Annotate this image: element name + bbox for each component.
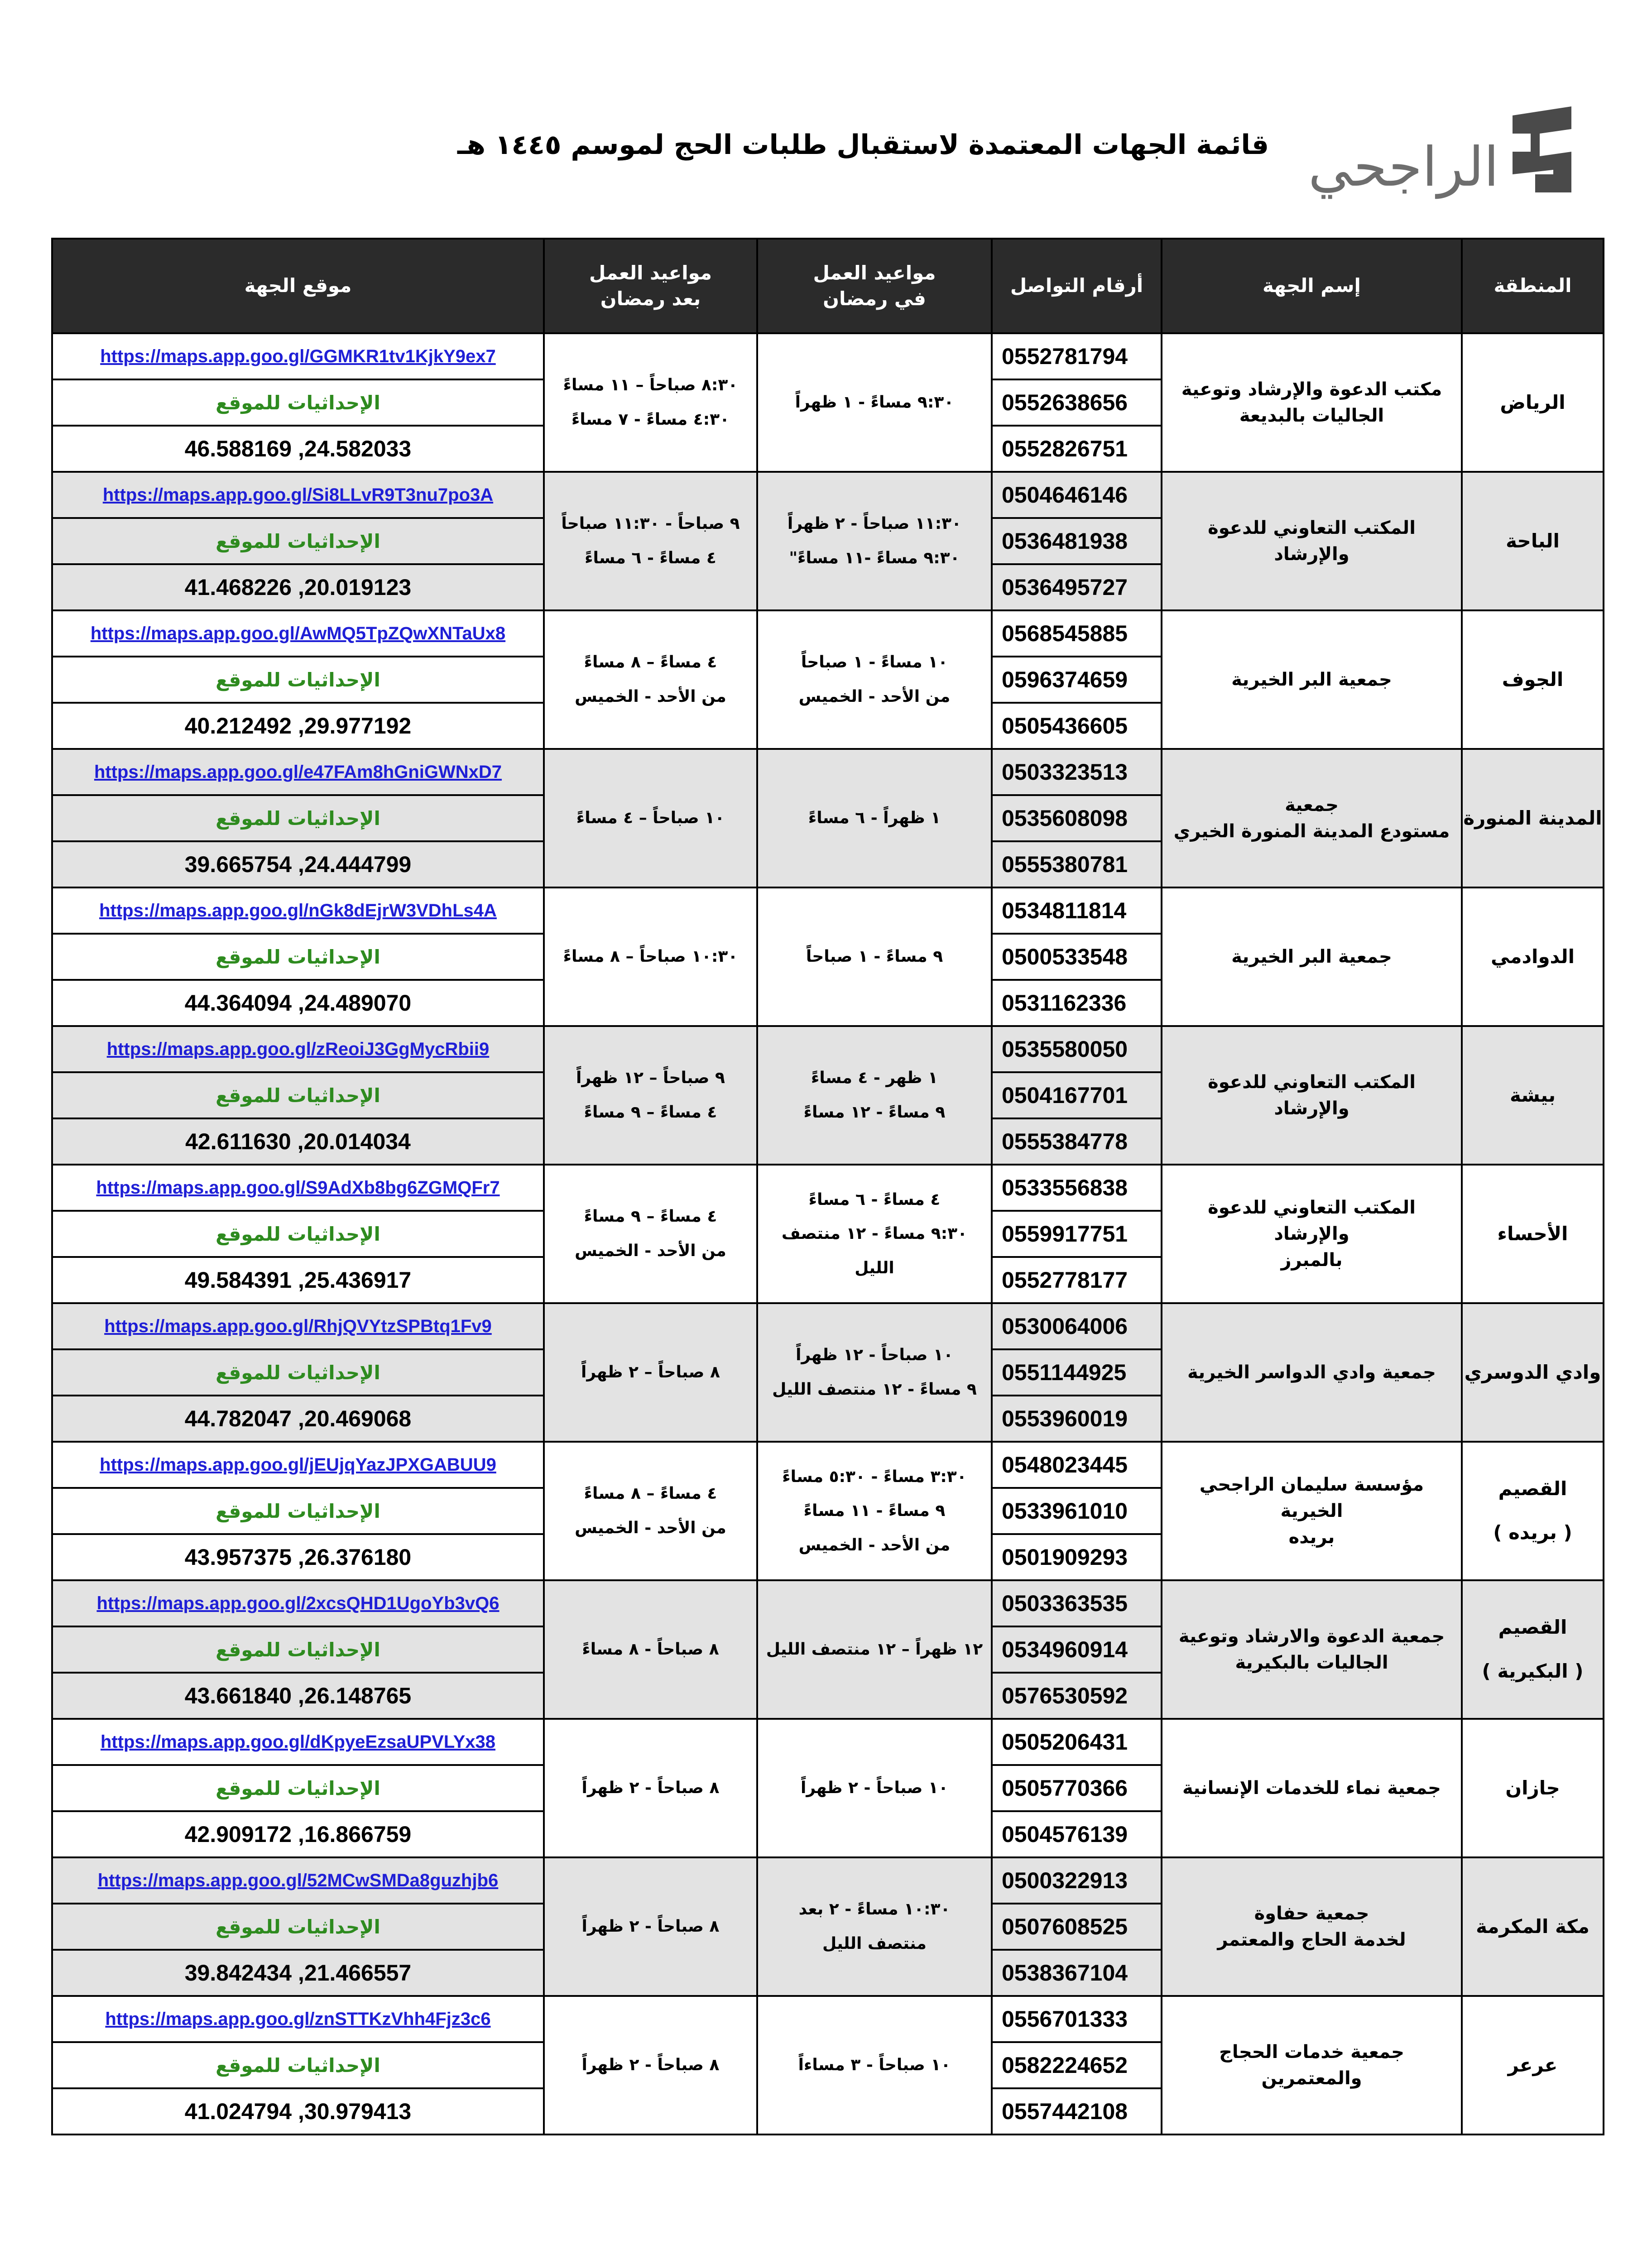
entities-table [51,238,1604,2135]
location-cell [52,1349,544,1396]
phone-number[interactable]: 0504167701 [992,1072,1162,1118]
cell-line: من الأحد - الخميس [575,1242,726,1260]
table-row [52,1026,1604,1072]
cell-line: جمعية البر الخيرية [1231,946,1392,967]
maps-link[interactable]: https://maps.app.goo.gl/RhjQVYtzSPBtq1Fv9 [104,1316,492,1336]
after-ramadan-hours-cell [544,1719,757,1857]
phone-number[interactable]: 0536495727 [992,564,1162,610]
phone-number[interactable]: 0505206431 [992,1719,1162,1765]
entity-name-cell [1162,333,1462,472]
coordinates-label: الإحداثيات للموقع [216,945,380,968]
location-cell [52,1950,544,1996]
location-cell [52,1396,544,1442]
cell-line: ١٠:٣٠ صباحاً – ٨ مساءً [563,947,738,966]
location-cell[interactable] [52,1026,544,1072]
maps-link[interactable]: https://maps.app.goo.gl/Si8LLvR9T3nu7po3A [102,484,494,505]
location-cell [52,1811,544,1857]
phone-number[interactable]: 0555384778 [992,1118,1162,1165]
cell-line: ٨ صباحاً - ٢ ظهراً [581,2056,720,2075]
coordinates-value: 20.019123, 41.468226 [184,575,412,600]
phone-number[interactable]: 0500322913 [992,1857,1162,1904]
maps-link[interactable]: https://maps.app.goo.gl/GGMKR1tv1KjkY9ex7 [100,346,496,366]
coordinates-label: الإحداثيات للموقع [216,2054,380,2077]
after-ramadan-hours-cell [544,887,757,1026]
coordinates-value: 24.582033, 46.588169 [184,436,412,461]
location-cell[interactable] [52,333,544,379]
location-cell[interactable] [52,1165,544,1211]
coordinates-label: الإحداثيات للموقع [216,1084,380,1107]
location-cell[interactable] [52,1303,544,1349]
after-ramadan-hours-cell [544,333,757,472]
table-row [52,887,1604,934]
cell-line: ٤ مساءً – ٩ مساءً [584,1103,717,1122]
phone-number[interactable]: 0533556838 [992,1165,1162,1211]
ramadan-hours-cell [757,1996,992,2134]
region-cell [1462,1580,1604,1719]
location-cell [52,1118,544,1165]
maps-link[interactable]: https://maps.app.goo.gl/S9AdXb8bg6ZGMQFr7 [96,1177,500,1198]
header-location: موقع الجهة [52,239,544,333]
entity-name-cell [1162,1996,1462,2134]
region-cell [1462,610,1604,749]
location-cell [52,1211,544,1257]
table-row [52,1996,1604,2042]
cell-line: ٩ صباحاً - ١١:٣٠ صباحاً [561,514,740,533]
table-row [52,1303,1604,1349]
cell-line: ٩ مساءً - ١٢ مساءً [803,1103,946,1122]
entity-name-cell [1162,1165,1462,1303]
location-cell [52,426,544,472]
after-ramadan-hours-cell [544,1580,757,1719]
region-line: الدوادمي [1491,945,1575,968]
cell-line: من الأحد - الخميس [798,1535,951,1554]
location-cell [52,1534,544,1580]
maps-link[interactable]: https://maps.app.goo.gl/dKpyeEzsaUPVLYx38 [100,1732,496,1752]
entity-name-cell [1162,1857,1462,1996]
location-cell [52,934,544,980]
phone-number[interactable]: 0507608525 [992,1904,1162,1950]
coordinates-value: 20.469068, 44.782047 [184,1406,412,1431]
entity-name-cell [1162,610,1462,749]
cell-line: من الأحد - الخميس [575,687,726,706]
location-cell[interactable] [52,1580,544,1626]
phone-number[interactable]: 0533961010 [992,1488,1162,1534]
cell-line: من الأحد - الخميس [575,1519,726,1537]
maps-link[interactable]: https://maps.app.goo.gl/AwMQ5TpZQwXNTaUx8 [90,623,506,643]
cell-line: الليل [855,1258,894,1277]
location-cell [52,1072,544,1118]
coordinates-label: الإحداثيات للموقع [216,1500,380,1522]
location-cell [52,1257,544,1303]
header-region: المنطقة [1462,239,1604,333]
entity-name-cell [1162,749,1462,887]
phone-number[interactable]: 0559917751 [992,1211,1162,1257]
phone-number[interactable]: 0505436605 [992,703,1162,749]
location-cell [52,1904,544,1950]
ramadan-hours-cell [757,1580,992,1719]
ramadan-hours-cell [757,1303,992,1442]
cell-line: ٩ صباحاً – ١٢ ظهراً [576,1069,725,1088]
region-line: ( بريده ) [1493,1521,1572,1544]
phone-number[interactable]: 0534811814 [992,887,1162,934]
coordinates-value: 29.977192, 40.212492 [184,713,412,739]
region-line: ( البكيرية ) [1482,1660,1584,1682]
cell-line: ٨ صباحاً - ٨ مساءً [582,1640,719,1659]
phone-number[interactable]: 0552826751 [992,426,1162,472]
phone-number[interactable]: 0536481938 [992,518,1162,564]
cell-line: ٩:٣٠ مساءً - ١ ظهراً [795,393,954,412]
after-ramadan-hours-cell [544,749,757,887]
phone-number[interactable]: 0535580050 [992,1026,1162,1072]
cell-line: المكتب التعاوني للدعوة والإرشاد [1208,518,1416,565]
ramadan-hours-cell [757,472,992,610]
table-row [52,1165,1604,1211]
entity-name-cell [1162,472,1462,610]
cell-line: لخدمة الحاج والمعتمر [1217,1929,1406,1950]
region-line: الأحساء [1497,1222,1568,1245]
cell-line: ١٠:٣٠ مساءً - ٢ بعد [798,1900,951,1919]
phone-number[interactable]: 0551144925 [992,1349,1162,1396]
entity-name-cell [1162,887,1462,1026]
maps-link[interactable]: https://maps.app.goo.gl/znSTTKzVhh4Fjz3c6 [105,2009,491,2029]
entity-name-cell [1162,1303,1462,1442]
phone-number[interactable]: 0568545885 [992,610,1162,657]
after-ramadan-hours-cell [544,1165,757,1303]
region-line: وادي الدوسري [1464,1361,1601,1383]
region-cell [1462,887,1604,1026]
header-hours-after: مواعيد العمل بعد رمضان [544,239,757,333]
maps-link[interactable]: https://maps.app.goo.gl/nGk8dEjrW3VDhLs4A [99,900,497,921]
location-cell [52,1673,544,1719]
cell-line: ٤ مساءً – ٩ مساءً [584,1207,717,1226]
ramadan-hours-cell [757,1026,992,1165]
region-cell [1462,1996,1604,2134]
region-cell [1462,1442,1604,1580]
location-cell [52,379,544,426]
table-row [52,1442,1604,1488]
page-title: قائمة الجهات المعتمدة لاستقبال طلبات الحج لموسم ١٤٤٥ هـ [457,129,1269,161]
after-ramadan-hours-cell [544,1996,757,2134]
location-cell [52,518,544,564]
ramadan-hours-cell [757,749,992,887]
coordinates-label: الإحداثيات للموقع [216,1915,380,1938]
phone-number[interactable]: 0504576139 [992,1811,1162,1857]
region-line: جازان [1505,1776,1560,1799]
cell-line: ٤:٣٠ مساءً - ٧ مساءً [571,410,730,429]
coordinates-label: الإحداثيات للموقع [216,1638,380,1661]
cell-line: ٩:٣٠ مساءً - ١٢ منتصف [781,1224,968,1243]
phone-number[interactable]: 0503323513 [992,749,1162,795]
region-cell [1462,1026,1604,1165]
coordinates-label: الإحداثيات للموقع [216,391,380,414]
cell-line: ٤ مساءً - ٦ مساءً [585,549,716,567]
phone-number[interactable]: 0576530592 [992,1673,1162,1719]
region-line: مكة المكرمة [1476,1915,1590,1938]
after-ramadan-hours-cell [544,610,757,749]
phone-number[interactable]: 0505770366 [992,1765,1162,1811]
cell-line: جمعية الدعوة والارشاد وتوعية [1178,1626,1445,1647]
coordinates-value: 20.014034, 42.611630 [185,1129,411,1154]
location-cell [52,657,544,703]
phone-number[interactable]: 0504646146 [992,472,1162,518]
region-cell [1462,1303,1604,1442]
region-line: الرياض [1500,391,1566,413]
cell-line: جمعية نماء للخدمات الإنسانية [1182,1778,1441,1799]
coordinates-value: 16.866759, 42.909172 [184,1822,412,1847]
cell-line: ٣:٣٠ مساءً - ٥:٣٠ مساءً [782,1467,967,1486]
coordinates-value: 24.489070, 44.364094 [184,990,412,1016]
entity-name-cell [1162,1580,1462,1719]
alrajhi-logo-mark-icon [1503,106,1576,192]
phone-number[interactable]: 0596374659 [992,657,1162,703]
maps-link[interactable]: https://maps.app.goo.gl/e47FAm8hGniGWNxD7 [94,762,502,782]
cell-line: مستودع المدينة المنورة الخيري [1173,821,1450,842]
phone-number[interactable]: 0501909293 [992,1534,1162,1580]
phone-number[interactable]: 0555380781 [992,841,1162,887]
coordinates-value: 26.148765, 43.661840 [184,1683,412,1708]
coordinates-label: الإحداثيات للموقع [216,530,380,552]
cell-line: ١٠ صباحاً – ٤ مساءً [576,809,725,828]
entity-name-cell [1162,1719,1462,1857]
after-ramadan-hours-cell [544,1442,757,1580]
cell-line: ١١:٣٠ صباحاً - ٢ ظهراً [787,514,962,533]
cell-line: من الأحد - الخميس [798,687,951,706]
location-cell[interactable] [52,1442,544,1488]
phone-number[interactable]: 0556701333 [992,1996,1162,2042]
cell-line: ٩ مساءً - ١ صباحاً [806,947,943,966]
phone-number[interactable]: 0552781794 [992,333,1162,379]
phone-number[interactable]: 0534960914 [992,1626,1162,1673]
region-line: المدينة المنورة [1463,806,1602,829]
region-line: عرعر [1508,2053,1558,2076]
location-cell[interactable] [52,472,544,518]
table-row [52,472,1604,518]
coordinates-label: الإحداثيات للموقع [216,807,380,830]
maps-link[interactable]: https://maps.app.goo.gl/jEUjqYazJPXGABUU9 [100,1454,496,1475]
ramadan-hours-cell [757,1857,992,1996]
cell-line: المكتب التعاوني للدعوة والإرشاد [1208,1197,1416,1244]
region-line: القصيم [1498,1477,1567,1500]
phone-number[interactable]: 0503363535 [992,1580,1162,1626]
region-line: الجوف [1502,668,1564,691]
location-cell [52,2042,544,2088]
cell-line: ١٢ ظهراً – ١٢ منتصف الليل [766,1640,983,1659]
cell-line: ٩:٣٠ مساءً -١١ مساءً" [789,549,960,567]
phone-number[interactable]: 0548023445 [992,1442,1162,1488]
maps-link[interactable]: https://maps.app.goo.gl/2xcsQHD1UgoYb3vQ6 [96,1593,499,1613]
maps-link[interactable]: https://maps.app.goo.gl/zReoiJ3GgMycRbii9 [106,1039,490,1059]
cell-line: ١٠ صباحاً - ١٢ ظهراً [796,1346,953,1365]
cell-line: ٩ مساءً - ١٢ منتصف الليل [772,1380,977,1399]
location-cell [52,703,544,749]
cell-line: ١٠ مساءً - ١ صباحاً [801,653,948,672]
phone-number[interactable]: 0582224652 [992,2042,1162,2088]
region-line: القصيم [1498,1616,1567,1639]
ramadan-hours-cell [757,610,992,749]
cell-line: جمعية وادي الدواسر الخيرية [1187,1362,1436,1383]
cell-line: جمعية خدمات الحجاج والمعتمرين [1219,2042,1404,2089]
location-cell [52,1765,544,1811]
location-cell [52,980,544,1026]
phone-number[interactable]: 0500533548 [992,934,1162,980]
maps-link[interactable]: https://maps.app.goo.gl/52MCwSMDa8guzhjb6 [97,1870,499,1890]
phone-number[interactable]: 0538367104 [992,1950,1162,1996]
coordinates-label: الإحداثيات للموقع [216,1361,380,1384]
table-row [52,1580,1604,1626]
table-row [52,1857,1604,1904]
location-cell [52,841,544,887]
header-name: إسم الجهة [1162,239,1462,333]
phone-number[interactable]: 0553960019 [992,1396,1162,1442]
after-ramadan-hours-cell [544,472,757,610]
coordinates-value: 26.376180, 43.957375 [184,1545,412,1570]
table-row [52,1719,1604,1765]
cell-line: منتصف الليل [822,1934,927,1953]
cell-line: ٩ مساءً - ١١ مساءً [803,1501,946,1521]
phone-number[interactable]: 0557442108 [992,2088,1162,2134]
ramadan-hours-cell [757,1165,992,1303]
location-cell[interactable] [52,610,544,657]
coordinates-label: الإحداثيات للموقع [216,668,380,691]
cell-line: جمعية حفاوة [1254,1903,1369,1924]
cell-line: المكتب التعاوني للدعوة والإرشاد [1208,1072,1416,1119]
after-ramadan-hours-cell [544,1857,757,1996]
table-row [52,610,1604,657]
cell-line: الجاليات بالبديعة [1239,405,1384,426]
location-cell[interactable] [52,887,544,934]
phone-number[interactable]: 0552778177 [992,1257,1162,1303]
phone-number[interactable]: 0531162336 [992,980,1162,1026]
cell-line: بالمبرز [1281,1250,1343,1271]
region-line: الباحة [1506,529,1560,552]
entity-name-cell [1162,1442,1462,1580]
cell-line: ٨:٣٠ صباحاً – ١١ مساءً [563,376,738,395]
cell-line: ١ ظهراً - ٦ مساءً [808,809,941,828]
coordinates-value: 21.466557, 39.842434 [184,1960,412,1986]
phone-number[interactable]: 0535608098 [992,795,1162,841]
after-ramadan-hours-cell [544,1026,757,1165]
cell-line: ١٠ صباحاً - ٣ مساءاً [798,2056,951,2075]
location-cell [52,2088,544,2134]
coordinates-value: 25.436917, 49.584391 [184,1267,412,1293]
cell-line: الجاليات بالبكيرية [1235,1652,1388,1673]
ramadan-hours-cell [757,1442,992,1580]
region-cell [1462,1719,1604,1857]
location-cell[interactable] [52,1719,544,1765]
region-line: بيشة [1509,1084,1556,1106]
cell-line: جمعية [1285,795,1339,815]
region-cell [1462,472,1604,610]
location-cell [52,564,544,610]
cell-line: مكتب الدعوة والإرشاد وتوعية [1181,379,1442,400]
cell-line: جمعية البر الخيرية [1231,669,1392,690]
coordinates-value: 24.444799, 39.665754 [184,852,412,877]
table-header-row [52,239,1604,333]
location-cell [52,1626,544,1673]
cell-line: مؤسسة سليمان الراجحي الخيرية [1199,1474,1424,1521]
cell-line: ٨ صباحاً – ٢ ظهراً [581,1363,720,1382]
table-row [52,333,1604,379]
header-phones: أرقام التواصل [992,239,1162,333]
coordinates-value: 30.979413, 41.024794 [184,2099,412,2124]
coordinates-label: الإحداثيات للموقع [216,1223,380,1245]
cell-line: ٨ صباحاً - ٢ ظهراً [581,1779,720,1798]
cell-line: ٤ مساءً – ٨ مساءً [584,1484,717,1503]
phone-number[interactable]: 0530064006 [992,1303,1162,1349]
coordinates-label: الإحداثيات للموقع [216,1777,380,1799]
logo-text: الراجحي [1308,136,1499,199]
table-row [52,749,1604,795]
region-cell [1462,1165,1604,1303]
region-cell [1462,1857,1604,1996]
cell-line: بريده [1288,1527,1335,1548]
ramadan-hours-cell [757,333,992,472]
location-cell[interactable] [52,1996,544,2042]
entity-name-cell [1162,1026,1462,1165]
ramadan-hours-cell [757,887,992,1026]
header-hours-ramadan: مواعيد العمل في رمضان [757,239,992,333]
cell-line: ٤ مساءً – ٨ مساءً [584,653,717,672]
location-cell[interactable] [52,749,544,795]
location-cell [52,795,544,841]
phone-number[interactable]: 0552638656 [992,379,1162,426]
ramadan-hours-cell [757,1719,992,1857]
region-cell [1462,749,1604,887]
after-ramadan-hours-cell [544,1303,757,1442]
cell-line: ١٠ صباحاً - ٢ ظهراً [801,1779,948,1798]
cell-line: ٨ صباحاً - ٢ ظهراً [581,1917,720,1936]
page-header [50,97,1603,206]
alrajhi-logo [1295,106,1576,197]
cell-line: ١ ظهر - ٤ مساءً [811,1069,938,1088]
location-cell[interactable] [52,1857,544,1904]
location-cell [52,1488,544,1534]
cell-line: ٤ مساءً - ٦ مساءً [808,1190,941,1209]
region-cell [1462,333,1604,472]
